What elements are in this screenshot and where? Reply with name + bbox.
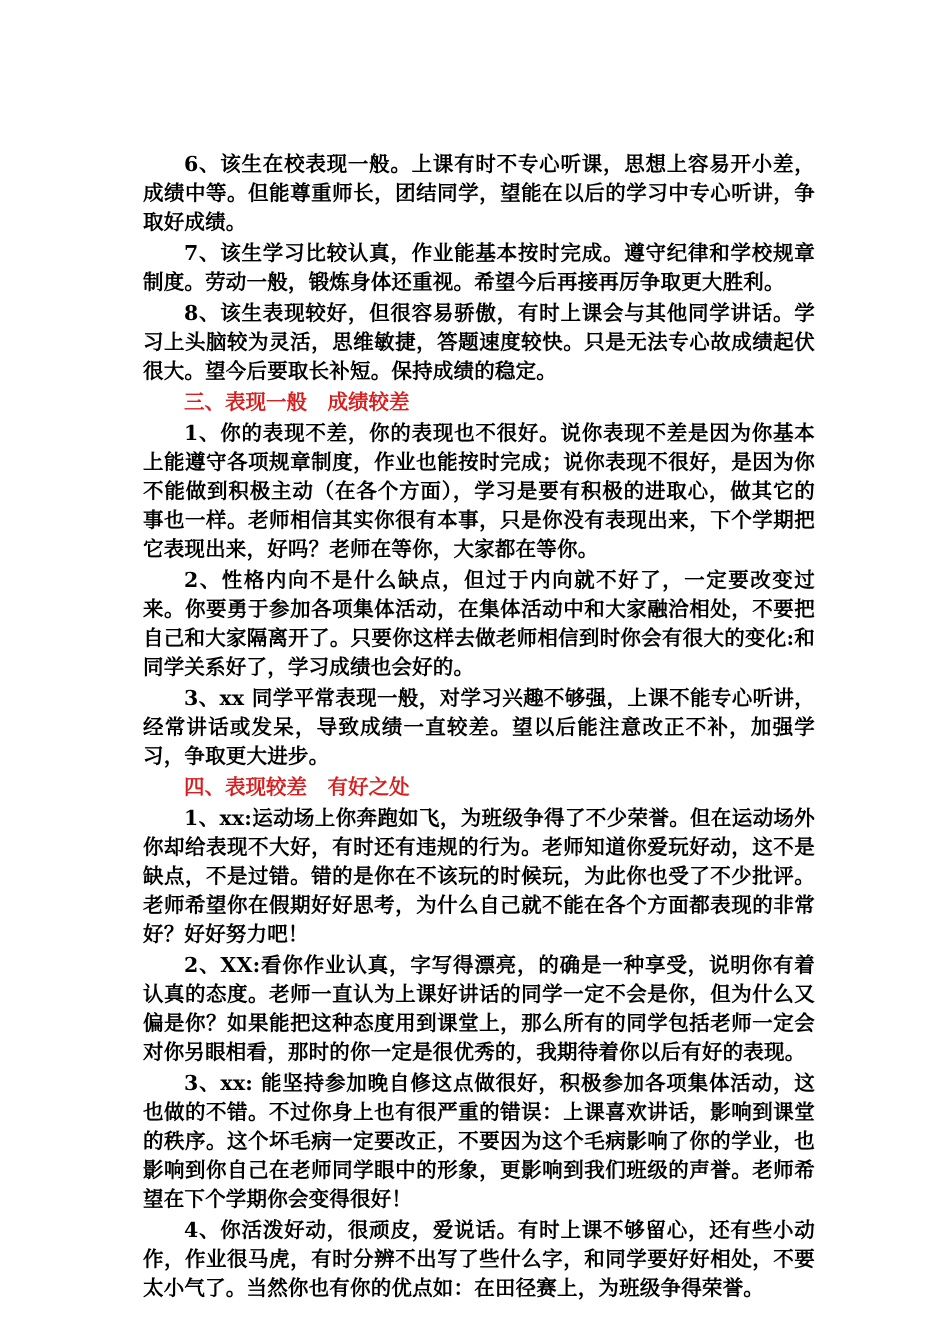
comment-paragraph: 7、该生学习比较认真，作业能基本按时完成。遵守纪律和学校规章制度。劳动一般，锻炼身体还重视。希望今后再接再厉争取更大胜利。 (143, 241, 815, 294)
comment-paragraph: 1、xx:运动场上你奔跑如飞，为班级争得了不少荣誉。但在运动场外你却给表现不大好，有时还有违规的行为。老师知道你爱玩好动，这不是缺点，不是过错。错的是你在不该玩的时候玩，为此你也受了不少批评。老师希望你在假期好好思考，为什么自己就不能在各个方面都表现的非常好？好好努力吧！ (143, 806, 815, 946)
comment-paragraph: 1、你的表现不差，你的表现也不很好。说你表现不差是因为你基本上能遵守各项规章制度，作业也能按时完成；说你表现不很好，是因为你不能做到积极主动（在各个方面），学习是要有积极的进取心，做其它的事也一样。老师相信其实你很有本事，只是你没有表现出来，下个学期把它表现出来，好吗？老师在等你，大家都在等你。 (143, 421, 815, 561)
comment-paragraph: 3、xx: 能坚持参加晚自修这点做很好，积极参加各项集体活动，这也做的不错。不过你身上也有很严重的错误：上课喜欢讲话，影响到课堂的秩序。这个坏毛病一定要改正，不要因为这个毛病影响了你的学业，也影响到你自己在老师同学眼中的形象，更影响到我们班级的声誉。老师希望在下个学期你会变得很好！ (143, 1071, 815, 1211)
comment-paragraph: 4、你活泼好动，很顽皮，爱说话。有时上课不够留心，还有些小动作，作业很马虎，有时分辨不出写了些什么字，和同学要好好相处，不要太小气了。当然你也有你的优点如：在田径赛上，为班级争得荣誉。 (143, 1218, 815, 1300)
section-heading: 四、表现较差 有好之处 (184, 775, 410, 799)
section-heading: 三、表现一般 成绩较差 (184, 390, 410, 414)
comment-paragraph: 2、XX:看你作业认真，字写得漂亮，的确是一种享受，说明你有着认真的态度。老师一直认为上课好讲话的同学一定不会是你，但为什么又偏是你？如果能把这种态度用到课堂上，那么所有的同学包括老师一定会对你另眼相看，那时的你一定是很优秀的，我期待着你以后有好的表现。 (143, 953, 815, 1064)
comment-paragraph: 2、性格内向不是什么缺点，但过于内向就不好了，一定要改变过来。你要勇于参加各项集体活动，在集体活动中和大家融洽相处，不要把自己和大家隔离开了。只要你这样去做老师相信到时你会有很大的变化:和同学关系好了，学习成绩也会好的。 (143, 568, 815, 679)
comment-paragraph: 8、该生表现较好，但很容易骄傲，有时上课会与其他同学讲话。学习上头脑较为灵活，思维敏捷，答题速度较快。只是无法专心故成绩起伏很大。望今后要取长补短。保持成绩的稳定。 (143, 301, 815, 383)
comment-paragraph: 3、xx 同学平常表现一般，对学习兴趣不够强，上课不能专心听讲，经常讲话或发呆，导致成绩一直较差。望以后能注意改正不补，加强学习，争取更大进步。 (143, 686, 815, 768)
comment-paragraph: 6、该生在校表现一般。上课有时不专心听课，思想上容易开小差，成绩中等。但能尊重师长，团结同学，望能在以后的学习中专心听讲，争取好成绩。 (143, 152, 815, 234)
